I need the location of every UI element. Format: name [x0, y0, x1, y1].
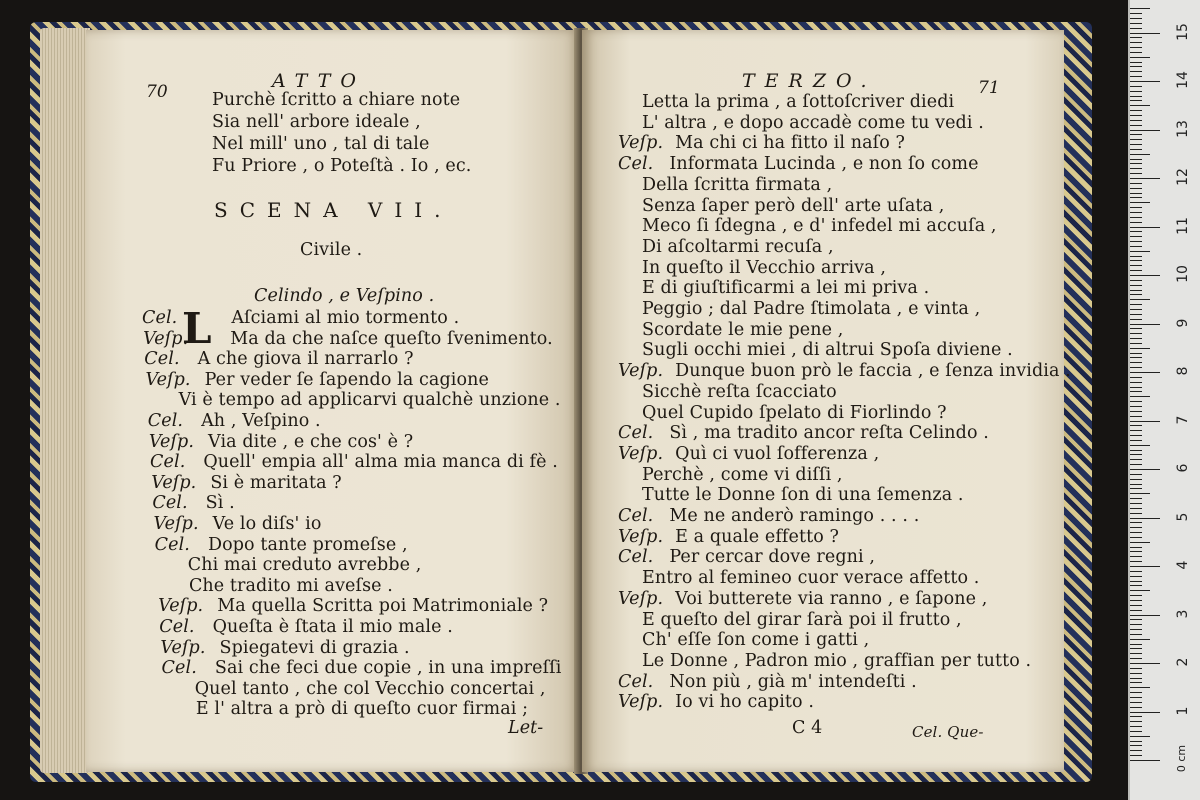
- ruler-number: 11: [1175, 216, 1191, 235]
- ruler-tick: [1130, 144, 1142, 145]
- speech-text: Per veder ſe ſapendo la cagione: [204, 369, 489, 390]
- ruler-tick: [1130, 37, 1142, 38]
- speaker-label: Veſp.: [618, 133, 664, 154]
- speech-text: Si è maritata ?: [210, 472, 342, 493]
- ruler-tick: [1130, 207, 1142, 208]
- ruler-tick: [1130, 304, 1142, 305]
- dialogue-line: [152, 493, 234, 513]
- dialogue-line: Meco ſi ſdegna , e d' infedel mi accuſa ,: [642, 216, 997, 237]
- ruler-tick: [1130, 314, 1142, 315]
- speech-text: Ah , Veſpino .: [201, 411, 321, 431]
- dialogue-line: [618, 154, 979, 174]
- dialogue-line: Sugli occhi miei , di altrui Spoſa diviene .: [642, 340, 1013, 361]
- ruler-tick: [1130, 571, 1142, 572]
- dialogue-line: [144, 349, 413, 369]
- ruler-tick: [1130, 251, 1150, 252]
- ruler-tick: [1130, 396, 1150, 397]
- ruler-tick: [1130, 440, 1142, 441]
- signature-mark: C 4: [792, 718, 823, 738]
- dialogue-line: Ch' eſſe ſon come i gatti ,: [642, 630, 870, 651]
- ruler-tick: [1130, 673, 1142, 674]
- page-number: 71: [978, 78, 1000, 98]
- ruler-tick: [1130, 188, 1142, 189]
- dialogue-line: [143, 329, 553, 349]
- ruler-tick: [1130, 581, 1142, 582]
- dialogue-line: Chi mai creduto avrebbe ,: [187, 555, 422, 576]
- ruler-tick: [1130, 556, 1142, 557]
- dialogue-line: [618, 589, 987, 609]
- ruler-tick: [1130, 149, 1142, 150]
- ruler-tick: [1130, 256, 1142, 257]
- dialogue-line: Entro al femineo cuor verace affetto .: [642, 568, 980, 589]
- ruler-number: 9: [1175, 318, 1191, 327]
- ruler-tick: [1130, 678, 1142, 679]
- dialogue-line: Di aſcoltarmi recuſa ,: [642, 236, 834, 257]
- speech-text: Spiegatevi di grazia .: [219, 637, 410, 658]
- speech-text: Ma chi ci ha fitto il naſo ?: [675, 133, 905, 154]
- ruler-tick: [1130, 91, 1142, 92]
- dialogue-line: [158, 596, 548, 616]
- speech-text: Informata Lucinda , e non ſo come: [669, 154, 979, 175]
- ruler-tick: [1130, 193, 1142, 194]
- ruler-tick: [1130, 561, 1142, 562]
- dialogue-line: [150, 452, 558, 472]
- ruler-tick: [1130, 285, 1142, 286]
- ruler-tick: [1130, 71, 1142, 72]
- speaker-label: Veſp.: [145, 369, 191, 390]
- ruler-number: 8: [1175, 366, 1191, 376]
- dialogue-line: [618, 547, 875, 567]
- dialogue-line: E l' altra a prò di queſto cuor firmai ;: [195, 699, 529, 720]
- ruler-tick: [1130, 479, 1142, 480]
- ruler-tick: [1130, 435, 1142, 436]
- ruler-tick: [1130, 707, 1142, 708]
- speech-text: Quì ci vuol ſofferenza ,: [675, 443, 880, 464]
- ruler-tick: [1130, 750, 1142, 751]
- dialogue-line: [155, 535, 408, 555]
- speech-text: Aſciami al mio tormento .: [231, 308, 460, 328]
- dialogue-line: E di giuſtificarmi a lei mi priva .: [642, 278, 930, 299]
- ruler-tick: [1130, 697, 1142, 698]
- ruler-tick: [1130, 13, 1142, 14]
- ruler-tick: [1130, 42, 1142, 43]
- ruler-number: 4: [1175, 560, 1191, 570]
- ruler-tick: [1130, 299, 1150, 300]
- speaker-label: Veſp.: [618, 692, 664, 713]
- dialogue-line: [148, 411, 321, 431]
- measuring-ruler: [1128, 0, 1200, 800]
- ruler-tick: [1130, 382, 1142, 383]
- dialogue-line: Senza ſaper però dell' arte uſata ,: [642, 195, 945, 216]
- speaker-label: Cel.: [152, 493, 188, 514]
- ruler-tick: [1130, 33, 1160, 34]
- dialogue-line: Sicchè reſta ſcacciato: [642, 381, 837, 402]
- ruler-tick: [1130, 183, 1142, 184]
- dialogue-line: [618, 527, 839, 547]
- ruler-tick: [1130, 134, 1142, 135]
- ruler-tick: [1130, 430, 1142, 431]
- ruler-tick: [1130, 421, 1160, 422]
- ruler-tick: [1130, 66, 1142, 67]
- ruler-tick: [1130, 518, 1160, 519]
- ruler-tick: [1130, 644, 1142, 645]
- dialogue-line: [618, 506, 919, 526]
- ruler-tick: [1130, 86, 1142, 87]
- ruler-tick: [1130, 47, 1142, 48]
- ruler-tick: [1130, 391, 1142, 392]
- speech-text: Quell' empia all' alma mia manca di fè .: [203, 452, 558, 473]
- dialogue-line: [154, 514, 322, 534]
- ruler-tick: [1130, 52, 1142, 53]
- ruler-tick: [1130, 736, 1150, 737]
- ruler-tick: [1130, 474, 1142, 475]
- ruler-tick: [1130, 343, 1142, 344]
- speaker-label: Veſp.: [153, 514, 199, 534]
- scene-title: SCENA VII.: [214, 198, 453, 222]
- catchword: Let-: [508, 718, 544, 738]
- ruler-tick: [1130, 130, 1160, 131]
- dialogue-line: [618, 133, 905, 153]
- speech-text: Sai che feci due copie , in una impreſſi: [214, 658, 562, 679]
- ruler-tick: [1130, 319, 1142, 320]
- ruler-tick: [1130, 387, 1142, 388]
- ruler-tick: [1130, 290, 1142, 291]
- ruler-tick: [1130, 270, 1142, 271]
- dialogue-line: Scordate le mie pene ,: [642, 319, 844, 340]
- speaker-label: Cel.: [150, 452, 186, 473]
- ruler-tick: [1130, 76, 1142, 77]
- ruler-tick: [1130, 493, 1150, 494]
- dialogue-line: Tutte le Donne ſon di una ſemenza .: [642, 485, 964, 506]
- ruler-tick: [1130, 716, 1142, 717]
- speaker-label: Veſp.: [143, 328, 189, 349]
- ruler-tick: [1130, 324, 1160, 325]
- ruler-tick: [1130, 168, 1142, 169]
- speaker-label: Cel.: [142, 308, 178, 328]
- ruler-tick: [1130, 702, 1142, 703]
- ruler-tick: [1130, 600, 1142, 601]
- dialogue-line: Vi è tempo ad applicarvi qualchè unzione .: [178, 390, 561, 411]
- ruler-tick: [1130, 372, 1160, 373]
- dialogue-line: Quel tanto , che col Vecchio concertai ,: [194, 678, 546, 699]
- ruler-tick: [1130, 227, 1160, 228]
- catchword: Cel. Que-: [912, 723, 984, 741]
- speech-text: A che giova il narrarlo ?: [197, 349, 414, 370]
- ruler-tick: [1130, 488, 1142, 489]
- ruler-tick: [1130, 125, 1142, 126]
- dialogue-line: E queſto del girar ſarà poi il frutto ,: [642, 609, 962, 630]
- ruler-tick: [1130, 639, 1150, 640]
- ruler-tick: [1130, 357, 1142, 358]
- ruler-tick: [1130, 566, 1160, 567]
- ruler-number: 14: [1175, 71, 1191, 89]
- ruler-tick: [1130, 454, 1142, 455]
- ruler-number: 12: [1175, 168, 1191, 186]
- ruler-number: 2: [1175, 657, 1191, 667]
- ruler-tick: [1130, 328, 1142, 329]
- speech-text: Via dite , e che cos' è ?: [208, 431, 414, 452]
- ruler-tick: [1130, 585, 1142, 586]
- speaker-label: Veſp.: [151, 472, 197, 493]
- ruler-tick: [1130, 484, 1142, 485]
- dialogue-line: L' altra , e dopo accadè come tu vedi .: [642, 112, 984, 133]
- speaker-label: Cel.: [161, 658, 197, 679]
- dialogue-line: [145, 370, 488, 390]
- ruler-number: 7: [1175, 415, 1191, 424]
- left-page: [86, 30, 580, 772]
- ruler-tick: [1130, 163, 1142, 164]
- ruler-number: 5: [1175, 512, 1191, 521]
- ruler-tick: [1130, 173, 1142, 174]
- right-page: [582, 30, 1071, 772]
- ruler-tick: [1130, 619, 1142, 620]
- ruler-tick: [1130, 469, 1160, 470]
- ruler-tick: [1130, 202, 1150, 203]
- speech-text: Ve lo diſs' io: [212, 514, 322, 534]
- dialogue-line: [618, 423, 989, 443]
- speech-text: Dopo tante promeſse ,: [207, 534, 408, 555]
- ruler-tick: [1130, 513, 1142, 514]
- ruler-tick: [1130, 576, 1142, 577]
- running-header: TERZO.: [742, 70, 877, 92]
- speaker-label: Cel.: [618, 671, 654, 692]
- ruler-tick: [1130, 197, 1142, 198]
- ruler-tick: [1130, 110, 1142, 111]
- ruler-tick: [1130, 81, 1160, 82]
- ruler-tick: [1130, 445, 1150, 446]
- ruler-tick: [1130, 425, 1142, 426]
- ruler-tick: [1130, 508, 1142, 509]
- ruler-tick: [1130, 8, 1150, 9]
- ruler-number: 6: [1175, 463, 1191, 473]
- ruler-tick: [1130, 605, 1142, 606]
- dialogue-line: [142, 308, 459, 328]
- dialogue-line: Peggio ; dal Padre ſtimolata , e vinta ,: [642, 299, 981, 319]
- ruler-tick: [1130, 18, 1142, 19]
- speaker-label: Cel.: [147, 411, 184, 431]
- ruler-tick: [1130, 542, 1150, 543]
- ruler-tick: [1130, 668, 1142, 669]
- ruler-tick: [1130, 595, 1142, 596]
- ruler-tick: [1130, 450, 1142, 451]
- dialogue-line: [618, 361, 1071, 381]
- speaker-label: Cel.: [618, 423, 654, 444]
- ruler-unit-label: 0 cm: [1175, 744, 1189, 773]
- dialogue-line: [160, 638, 409, 658]
- ruler-tick: [1130, 241, 1142, 242]
- speaker-label: Cel.: [618, 506, 654, 526]
- ruler-tick: [1130, 682, 1142, 683]
- ruler-tick: [1130, 212, 1142, 213]
- speech-text: Io vi ho capito .: [675, 692, 814, 713]
- ruler-tick: [1130, 547, 1142, 548]
- ruler-tick: [1130, 28, 1142, 29]
- ruler-number: 1: [1175, 706, 1191, 715]
- ruler-tick: [1130, 406, 1142, 407]
- ruler-tick: [1130, 741, 1142, 742]
- speaker-label: Cel.: [618, 154, 654, 175]
- ruler-tick: [1130, 687, 1150, 688]
- speaker-label: Veſp.: [160, 637, 206, 658]
- dialogue-line: Purchè ſcritto a chiare note: [212, 90, 461, 110]
- running-header: ATTO: [272, 70, 366, 92]
- ruler-tick: [1130, 260, 1142, 261]
- ruler-number: 10: [1175, 265, 1191, 283]
- ruler-tick: [1130, 159, 1142, 160]
- ruler-tick: [1130, 464, 1142, 465]
- ruler-tick: [1130, 105, 1150, 106]
- ruler-tick: [1130, 348, 1150, 349]
- dialogue-line: Letta la prima , a ſottoſcriver diedi: [642, 92, 955, 112]
- speech-text: Ma quella Scritta poi Matrimoniale ?: [217, 596, 549, 617]
- ruler-number: 15: [1175, 22, 1191, 41]
- speaker-label: Cel.: [618, 547, 654, 568]
- ruler-tick: [1130, 610, 1142, 611]
- speech-text: Sì , ma tradito ancor reſta Celindo .: [669, 423, 989, 444]
- speech-text: Voi butterete via ranno , e ſapone ,: [675, 588, 988, 609]
- ruler-tick: [1130, 532, 1142, 533]
- dialogue-line: In queſto il Vecchio arriva ,: [642, 257, 887, 278]
- ruler-number: 3: [1175, 609, 1191, 618]
- ruler-tick: [1130, 416, 1142, 417]
- ruler-tick: [1130, 522, 1142, 523]
- scene-setting: Civile .: [300, 240, 363, 260]
- ruler-tick: [1130, 362, 1142, 363]
- ruler-tick: [1130, 236, 1142, 237]
- speaker-label: Veſp.: [618, 588, 664, 609]
- ruler-tick: [1130, 629, 1142, 630]
- ruler-tick: [1130, 411, 1142, 412]
- ruler-tick: [1130, 653, 1142, 654]
- ruler-tick: [1130, 309, 1142, 310]
- dialogue-line: [159, 617, 453, 637]
- ruler-tick: [1130, 353, 1142, 354]
- ruler-tick: [1130, 217, 1142, 218]
- speaker-label: Veſp.: [618, 443, 664, 464]
- ruler-tick: [1130, 294, 1142, 295]
- dialogue-line: [151, 473, 342, 493]
- ruler-tick: [1130, 459, 1142, 460]
- ruler-tick: [1130, 634, 1142, 635]
- ruler-tick: [1130, 280, 1142, 281]
- ruler-tick: [1130, 275, 1160, 276]
- speaker-label: Cel.: [154, 534, 190, 555]
- speech-text: Ma da che naſce queſto ſvenimento.: [230, 328, 553, 349]
- ruler-tick: [1130, 590, 1150, 591]
- speaker-label: Veſp.: [148, 431, 195, 452]
- ruler-tick: [1130, 731, 1142, 732]
- ruler-tick: [1130, 154, 1150, 155]
- ruler-tick: [1130, 338, 1142, 339]
- speech-text: Dunque buon prò le faccia , e ſenza invidia .: [675, 361, 1071, 382]
- ruler-tick: [1130, 377, 1142, 378]
- ruler-tick: [1130, 178, 1160, 179]
- ruler-tick: [1130, 57, 1150, 58]
- dialogue-line: [618, 692, 814, 712]
- ruler-tick: [1130, 222, 1142, 223]
- ruler-tick: [1130, 96, 1142, 97]
- ruler-tick: [1130, 115, 1142, 116]
- ruler-tick: [1130, 712, 1160, 713]
- ruler-tick: [1130, 551, 1142, 552]
- ruler-tick: [1130, 100, 1142, 101]
- page-edges: [40, 28, 90, 773]
- ruler-tick: [1130, 231, 1142, 232]
- dialogue-line: Nel mill' uno , tal di tale: [212, 134, 430, 154]
- speech-text: Per cercar dove regni ,: [669, 547, 876, 568]
- dialogue-line: Sia nell' arbore ideale ,: [212, 112, 421, 132]
- ruler-tick: [1130, 537, 1142, 538]
- dialogue-line: [618, 672, 917, 692]
- dialogue-line: Fu Priore , o Poteſtà . Io , ec.: [212, 156, 472, 176]
- dialogue-line: [162, 658, 562, 678]
- speech-text: E a quale effetto ?: [675, 526, 840, 547]
- dialogue-line: Le Donne , Padron mio , graffian per tutto .: [642, 650, 1032, 671]
- ruler-tick: [1130, 755, 1142, 756]
- ruler-tick: [1130, 333, 1142, 334]
- dialogue-line: [618, 444, 879, 464]
- ruler-tick: [1130, 726, 1142, 727]
- ruler-tick: [1130, 498, 1142, 499]
- ruler-tick: [1130, 246, 1142, 247]
- speaker-label: Cel.: [159, 617, 195, 637]
- ruler-tick: [1130, 367, 1142, 368]
- ruler-tick: [1130, 615, 1160, 616]
- ruler-tick: [1130, 401, 1142, 402]
- ruler-tick: [1130, 624, 1142, 625]
- drop-cap-L: L: [182, 304, 212, 353]
- ruler-tick: [1130, 745, 1142, 746]
- ruler-tick: [1130, 663, 1160, 664]
- speech-text: Sì .: [205, 493, 235, 514]
- page-number: 70: [146, 82, 168, 102]
- ruler-tick: [1130, 721, 1142, 722]
- dialogue-line: Quel Cupido ſpelato di Fiorlindo ?: [642, 402, 947, 423]
- speaker-label: Veſp.: [158, 596, 204, 617]
- speaker-label: Cel.: [144, 349, 180, 370]
- speaker-label: Veſp.: [618, 361, 664, 382]
- ruler-tick: [1130, 692, 1142, 693]
- dialogue-line: Che tradito mi aveſse .: [188, 575, 393, 596]
- speaker-label: Veſp.: [618, 526, 664, 547]
- scene-characters: Celindo , e Veſpino .: [254, 286, 435, 306]
- dialogue-line: Della ſcritta firmata ,: [642, 174, 833, 195]
- ruler-number: 13: [1175, 119, 1191, 138]
- ruler-tick: [1130, 23, 1142, 24]
- ruler-tick: [1130, 62, 1142, 63]
- ruler-tick: [1130, 760, 1160, 761]
- speech-text: Me ne anderò ramingo . . . .: [669, 506, 920, 526]
- ruler-tick: [1130, 139, 1142, 140]
- speech-text: Non più , già m' intendeſti .: [669, 671, 917, 692]
- ruler-tick: [1130, 120, 1142, 121]
- ruler-tick: [1130, 503, 1142, 504]
- speech-text: Queſta è ſtata il mio male .: [212, 617, 453, 637]
- dialogue-line: [149, 432, 413, 452]
- ruler-tick: [1130, 648, 1142, 649]
- dialogue-line: Perchè , come vi diſſi ,: [642, 464, 843, 485]
- ruler-tick: [1130, 658, 1142, 659]
- ruler-tick: [1130, 265, 1142, 266]
- ruler-tick: [1130, 527, 1142, 528]
